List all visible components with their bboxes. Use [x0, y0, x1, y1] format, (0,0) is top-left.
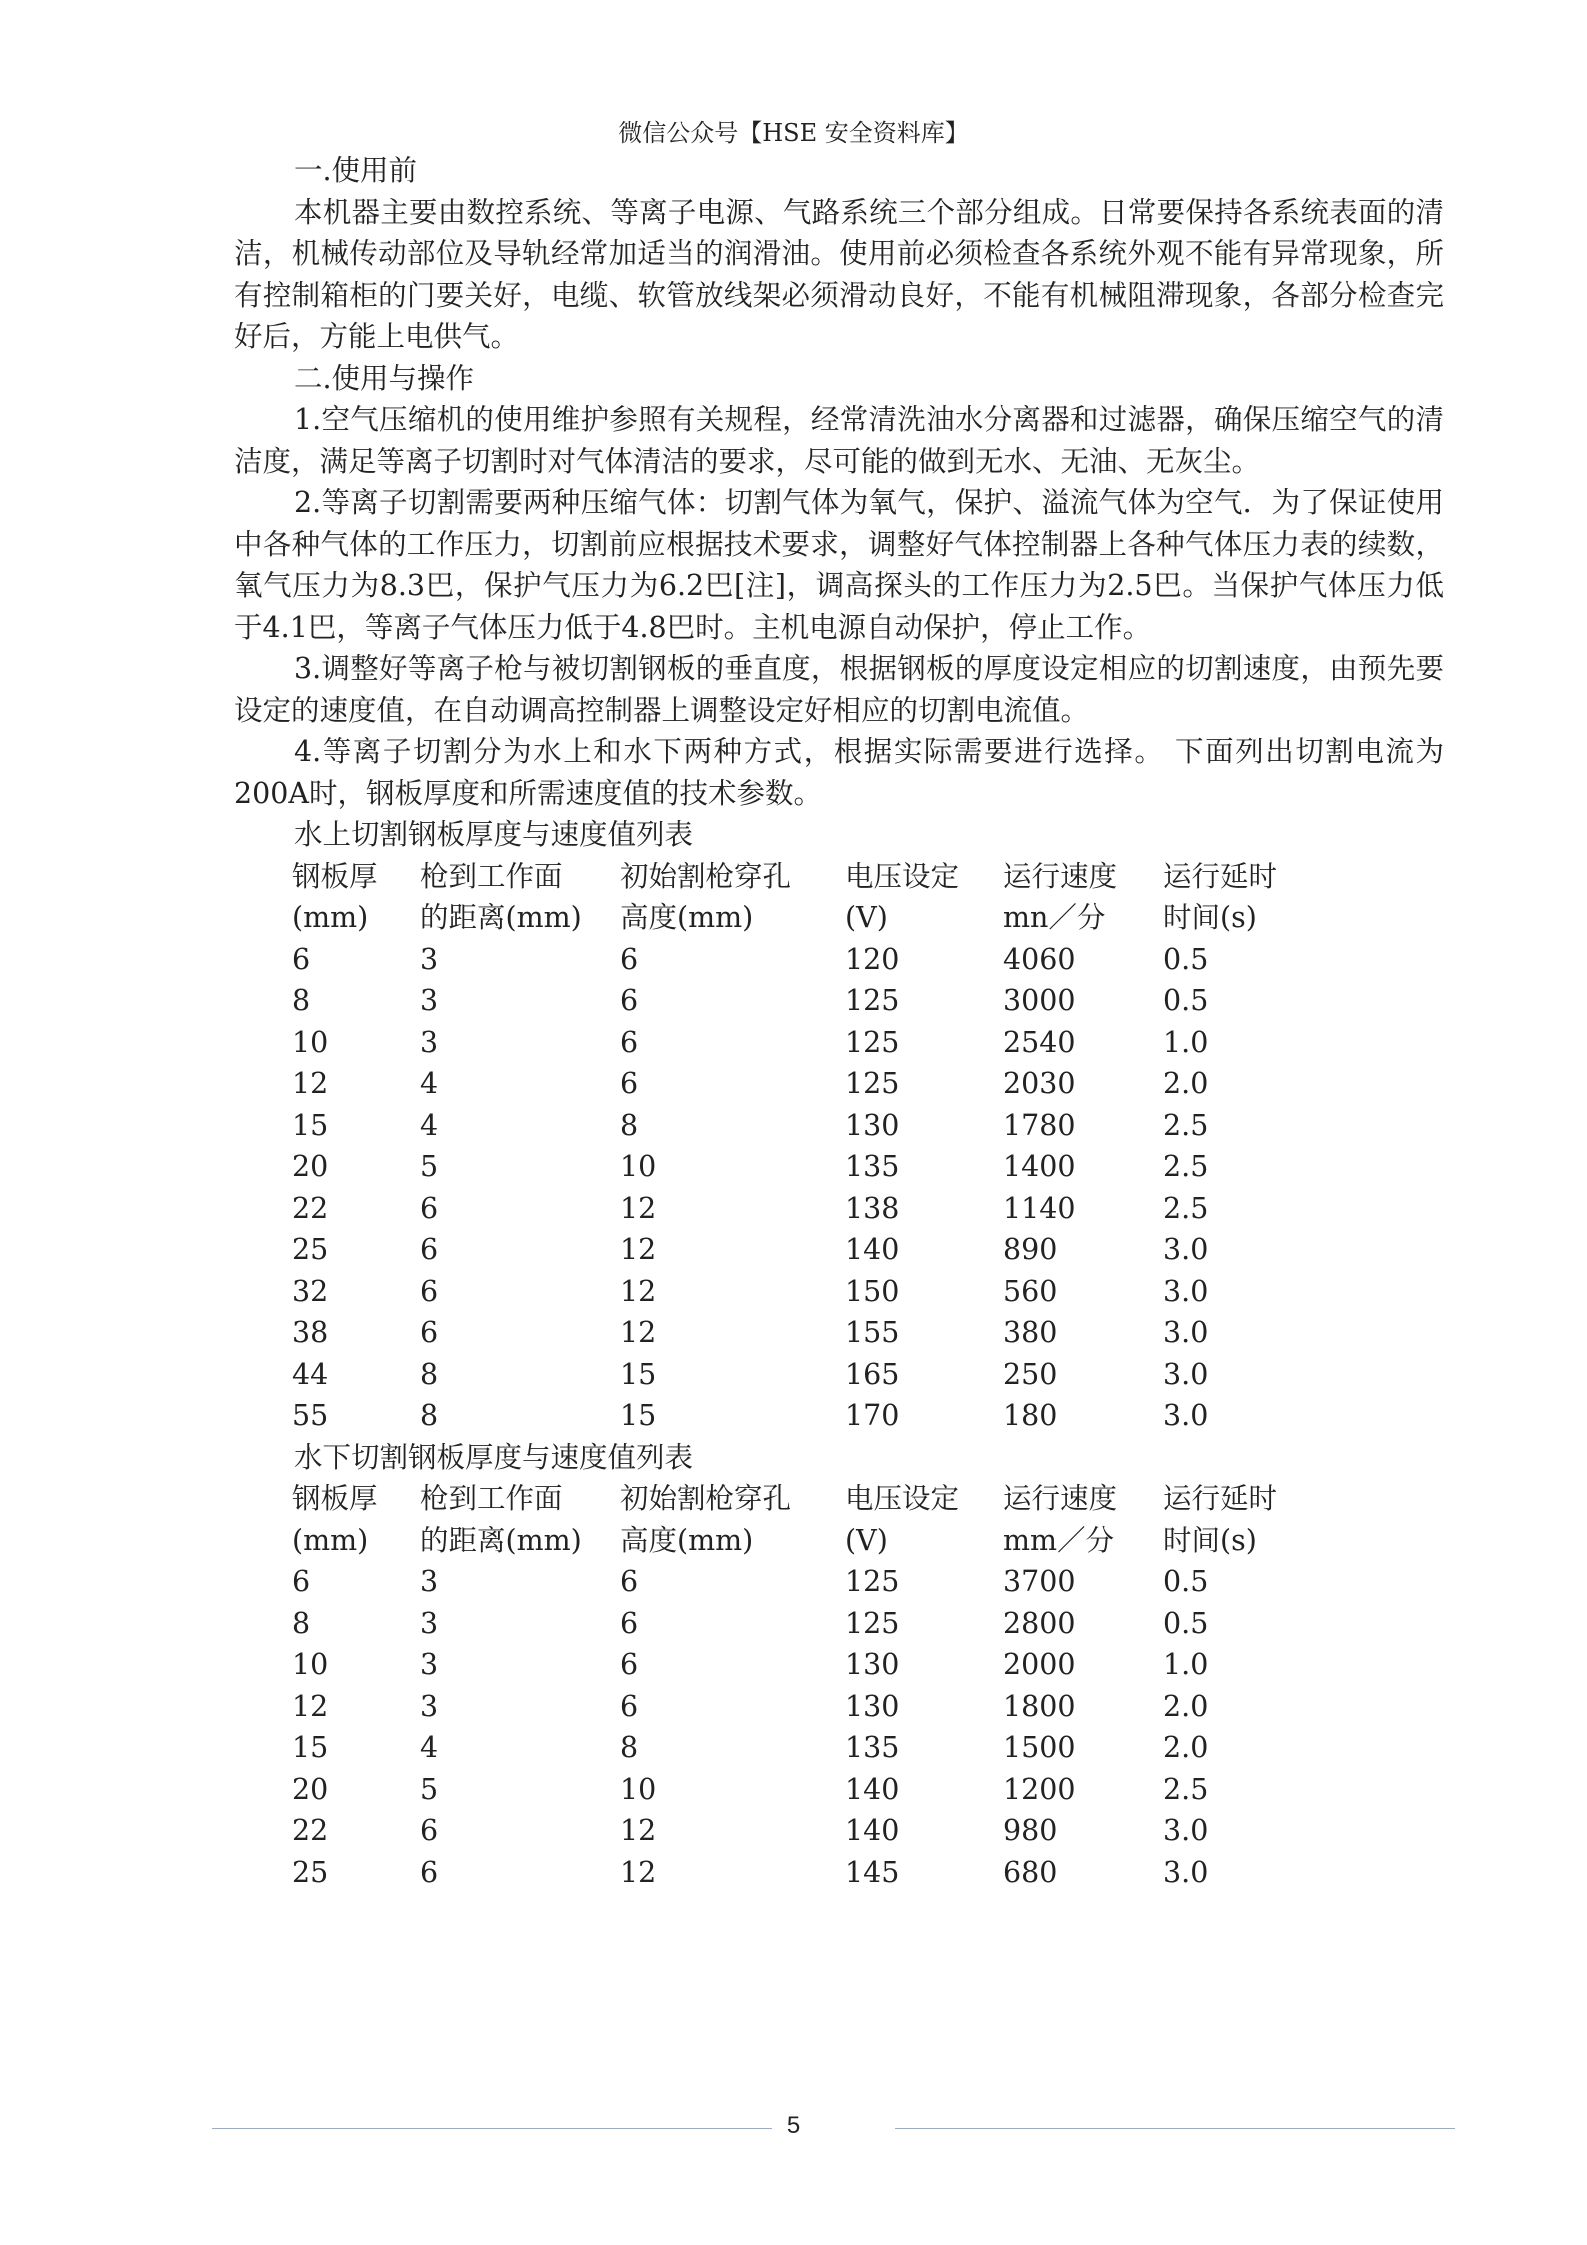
- table-cell: 初始割枪穿孔: [620, 1482, 792, 1515]
- table-cell: 980: [1003, 1814, 1058, 1847]
- table-cell: 125: [845, 1606, 900, 1640]
- table-cell: 130: [845, 1108, 900, 1142]
- table-cell: 3000: [1003, 984, 1076, 1017]
- table-row: [292, 1271, 1277, 1313]
- table-cell: 2.0: [1163, 1731, 1209, 1764]
- table-cell: 250: [1003, 1357, 1058, 1391]
- table-row: [292, 1146, 1277, 1188]
- section-2-item-2: 2.等离子切割需要两种压缩气体：切割气体为氧气，保护、溢流气体为空气．为了保证使用中各种气体的工作压力，切割前应根据技术要求，调整好气体控制器上各种气体压力表的续数，氧气压力为8.3巴，保护气压力为6.2巴[注]，调高探头的工作压力为2.5巴。当保护气体压力低于4.1巴，等离子气体压力低于4.8巴时。主机电源自动保护，停止工作。: [234, 486, 1444, 644]
- table-cell: 4: [420, 1108, 439, 1142]
- table-cell: 150: [845, 1274, 900, 1308]
- table-header-row: [292, 1478, 1277, 1520]
- table-cell: 3.0: [1163, 1233, 1209, 1266]
- table-cell: 3: [420, 984, 439, 1017]
- table-cell: 12: [620, 1814, 657, 1847]
- table-cell: 130: [845, 1648, 900, 1681]
- table-cell: 120: [845, 942, 900, 976]
- table-cell: 32: [292, 1274, 329, 1308]
- table-cell: 运行速度: [1003, 859, 1118, 893]
- table-row: [292, 1727, 1277, 1769]
- table-cell: 3: [420, 1025, 439, 1059]
- table-cell: 2.5: [1163, 1772, 1209, 1806]
- table-cell: 890: [1003, 1233, 1058, 1266]
- table-cell: 6: [620, 984, 639, 1017]
- table-cell: 3: [420, 1648, 439, 1681]
- table-cell: 3.0: [1163, 1814, 1209, 1847]
- table-cell: 时间(s): [1163, 1523, 1257, 1557]
- table-cell: 10: [620, 1772, 657, 1806]
- table-cell: 2030: [1003, 1067, 1076, 1100]
- section-1-text: 本机器主要由数控系统、等离子电源、气路系统三个部分组成。日常要保持各系统表面的清洁，机械传动部位及导轨经常加适当的润滑油。使用前必须检查各系统外观不能有异常现象，所有控制箱柜的门要关好，电缆、软管放线架必须滑动良好，不能有机械阻滞现象，各部分检查完好后，方能上电供气。: [234, 195, 1444, 353]
- table-row: [292, 1852, 1277, 1894]
- table-cell: 高度(mm): [620, 1523, 754, 1557]
- table-cell: 枪到工作面: [420, 859, 563, 893]
- table-under-water: [292, 1478, 1277, 1893]
- table-cell: 2000: [1003, 1648, 1076, 1681]
- section-2-item-4: 4.等离子切割分为水上和水下两种方式，根据实际需要进行选择。 下面列出切割电流为200A时，钢板厚度和所需速度值的技术参数。: [234, 735, 1444, 810]
- table-cell: 180: [1003, 1399, 1058, 1432]
- table-cell: (V): [845, 1523, 888, 1557]
- table-cell: 2.5: [1163, 1150, 1209, 1183]
- table-cell: 6: [420, 1814, 439, 1847]
- table-cell: 2800: [1003, 1606, 1076, 1640]
- table-cell: 0.5: [1163, 942, 1209, 976]
- table-cell: 6: [292, 1565, 311, 1598]
- table-cell: 0.5: [1163, 984, 1209, 1017]
- table-row: [292, 939, 1277, 981]
- table-cell: 8: [620, 1108, 639, 1142]
- table-cell: 3.0: [1163, 1855, 1209, 1889]
- table-row: [292, 1022, 1277, 1064]
- table-cell: 8: [292, 984, 311, 1017]
- table-cell: 3700: [1003, 1565, 1076, 1598]
- table-cell: 3.0: [1163, 1399, 1209, 1432]
- table-row: [292, 1769, 1277, 1811]
- table-cell: 12: [620, 1191, 657, 1225]
- table-cell: 125: [845, 984, 900, 1017]
- table-cell: 1.0: [1163, 1648, 1209, 1681]
- table-cell: 10: [292, 1025, 329, 1059]
- section-2-title: 二.使用与操作: [294, 361, 475, 395]
- table-row: [292, 1188, 1277, 1230]
- table-cell: 6: [292, 942, 311, 976]
- table-cell: 135: [845, 1731, 900, 1764]
- table-cell: 44: [292, 1357, 329, 1391]
- table-cell: 枪到工作面: [420, 1482, 563, 1515]
- table-cell: 高度(mm): [620, 901, 754, 934]
- section-2-item-3: 3.调整好等离子枪与被切割钢板的垂直度，根据钢板的厚度设定相应的切割速度，由预先要设定的速度值，在自动调高控制器上调整设定好相应的切割电流值。: [234, 652, 1444, 727]
- table-cell: 时间(s): [1163, 901, 1257, 934]
- table-cell: 0.5: [1163, 1606, 1209, 1640]
- table-cell: 电压设定: [845, 1482, 960, 1515]
- table-cell: 155: [845, 1316, 900, 1349]
- table-cell: 2540: [1003, 1025, 1076, 1059]
- table-cell: 25: [292, 1855, 329, 1889]
- table-header-row: [292, 897, 1277, 939]
- table-cell: 135: [845, 1150, 900, 1183]
- table-cell: 6: [620, 1648, 639, 1681]
- table-cell: 6: [620, 1565, 639, 1598]
- table-cell: 10: [292, 1648, 329, 1681]
- table-cell: 6: [420, 1191, 439, 1225]
- table-cell: 20: [292, 1772, 329, 1806]
- table-cell: mn／分: [1003, 901, 1106, 934]
- table-cell: 2.0: [1163, 1689, 1209, 1723]
- table-cell: (V): [845, 901, 888, 934]
- table-cell: 380: [1003, 1316, 1058, 1349]
- table-cell: 1200: [1003, 1772, 1076, 1806]
- table-row: [292, 1395, 1277, 1437]
- table-header-row: [292, 1520, 1277, 1562]
- table-cell: 2.5: [1163, 1108, 1209, 1142]
- document-body: [234, 150, 1444, 1893]
- table-cell: 3: [420, 1606, 439, 1640]
- section-2-item-1: 1.空气压缩机的使用维护参照有关规程，经常清洗油水分离器和过滤器，确保压缩空气的清洁度，满足等离子切割时对气体清洁的要求，尽可能的做到无水、无油、无灰尘。: [234, 403, 1444, 478]
- table-cell: 1780: [1003, 1108, 1076, 1142]
- table-cell: 钢板厚: [292, 859, 378, 893]
- page-number: 5: [786, 2112, 801, 2139]
- table-row: [292, 1686, 1277, 1728]
- table-cell: 2.5: [1163, 1191, 1209, 1225]
- table-cell: 的距离(mm): [420, 901, 582, 934]
- table-cell: 2.0: [1163, 1067, 1209, 1100]
- table-header-row: [292, 856, 1277, 898]
- table-cell: 22: [292, 1191, 329, 1225]
- table-above-water: [292, 856, 1277, 1437]
- table-row: [292, 1354, 1277, 1396]
- table-cell: 运行速度: [1003, 1482, 1118, 1515]
- table-cell: 6: [420, 1855, 439, 1889]
- table-cell: 145: [845, 1855, 900, 1889]
- table-row: [292, 1810, 1277, 1852]
- table-cell: 5: [420, 1150, 439, 1183]
- table-cell: 125: [845, 1565, 900, 1598]
- table-cell: 3: [420, 1565, 439, 1598]
- table-cell: 25: [292, 1233, 329, 1266]
- table-cell: 3: [420, 942, 439, 976]
- table-cell: 3.0: [1163, 1357, 1209, 1391]
- table-cell: 6: [620, 942, 639, 976]
- table-cell: 140: [845, 1772, 900, 1806]
- table-cell: 6: [420, 1316, 439, 1349]
- table-cell: 1800: [1003, 1689, 1076, 1723]
- table-cell: 6: [620, 1025, 639, 1059]
- table-above-water-caption: 水上切割钢板厚度与速度值列表: [294, 818, 694, 851]
- table-cell: 8: [292, 1606, 311, 1640]
- table-cell: 电压设定: [845, 859, 960, 893]
- table-cell: 8: [620, 1731, 639, 1764]
- table-cell: 0.5: [1163, 1565, 1209, 1598]
- table-cell: 1.0: [1163, 1025, 1209, 1059]
- table-cell: 560: [1003, 1274, 1058, 1308]
- document-header: 微信公众号【HSE 安全资料库】: [618, 119, 969, 147]
- table-row: [292, 1105, 1277, 1147]
- table-cell: 8: [420, 1399, 439, 1432]
- table-cell: 130: [845, 1689, 900, 1723]
- table-cell: 165: [845, 1357, 900, 1391]
- table-cell: 1400: [1003, 1150, 1076, 1183]
- table-row: [292, 1603, 1277, 1645]
- table-cell: 680: [1003, 1855, 1058, 1889]
- table-cell: 4060: [1003, 942, 1076, 976]
- table-cell: 12: [620, 1855, 657, 1889]
- table-cell: 170: [845, 1399, 900, 1432]
- table-cell: 1500: [1003, 1731, 1076, 1764]
- table-cell: (mm): [292, 901, 369, 934]
- table-cell: 15: [292, 1731, 329, 1764]
- table-cell: 8: [420, 1357, 439, 1391]
- table-row: [292, 1561, 1277, 1603]
- table-cell: 12: [620, 1316, 657, 1349]
- table-cell: 125: [845, 1025, 900, 1059]
- table-cell: 22: [292, 1814, 329, 1847]
- table-cell: 20: [292, 1150, 329, 1183]
- table-cell: 运行延时: [1163, 1482, 1278, 1515]
- table-cell: 6: [620, 1606, 639, 1640]
- table-cell: 12: [292, 1067, 329, 1100]
- table-cell: 12: [292, 1689, 329, 1723]
- table-cell: 的距离(mm): [420, 1523, 582, 1557]
- table-cell: 138: [845, 1191, 900, 1225]
- table-cell: 125: [845, 1067, 900, 1100]
- table-cell: 15: [620, 1399, 657, 1432]
- table-cell: 12: [620, 1233, 657, 1266]
- table-cell: 4: [420, 1067, 439, 1100]
- table-cell: 3.0: [1163, 1274, 1209, 1308]
- table-cell: 12: [620, 1274, 657, 1308]
- table-row: [292, 1063, 1277, 1105]
- table-cell: 10: [620, 1150, 657, 1183]
- table-cell: 6: [620, 1689, 639, 1723]
- table-row: [292, 980, 1277, 1022]
- footer-rule-right: [895, 2128, 1455, 2129]
- table-cell: 4: [420, 1731, 439, 1764]
- table-cell: 55: [292, 1399, 329, 1432]
- table-cell: 钢板厚: [292, 1482, 378, 1515]
- table-cell: 140: [845, 1814, 900, 1847]
- table-cell: 38: [292, 1316, 329, 1349]
- table-cell: 15: [292, 1108, 329, 1142]
- table-cell: 5: [420, 1772, 439, 1806]
- table-cell: 1140: [1003, 1191, 1076, 1225]
- table-cell: (mm): [292, 1523, 369, 1557]
- table-cell: 6: [420, 1233, 439, 1266]
- table-cell: 15: [620, 1357, 657, 1391]
- table-row: [292, 1312, 1277, 1354]
- table-cell: 6: [420, 1274, 439, 1308]
- section-1-title: 一.使用前: [294, 154, 418, 187]
- table-cell: mm／分: [1003, 1523, 1115, 1557]
- table-cell: 运行延时: [1163, 859, 1278, 893]
- table-row: [292, 1644, 1277, 1686]
- table-row: [292, 1229, 1277, 1271]
- table-cell: 3.0: [1163, 1316, 1209, 1349]
- table-cell: 初始割枪穿孔: [620, 859, 792, 893]
- table-cell: 6: [620, 1067, 639, 1100]
- table-under-water-caption: 水下切割钢板厚度与速度值列表: [294, 1440, 694, 1474]
- table-cell: 140: [845, 1233, 900, 1266]
- table-cell: 3: [420, 1689, 439, 1723]
